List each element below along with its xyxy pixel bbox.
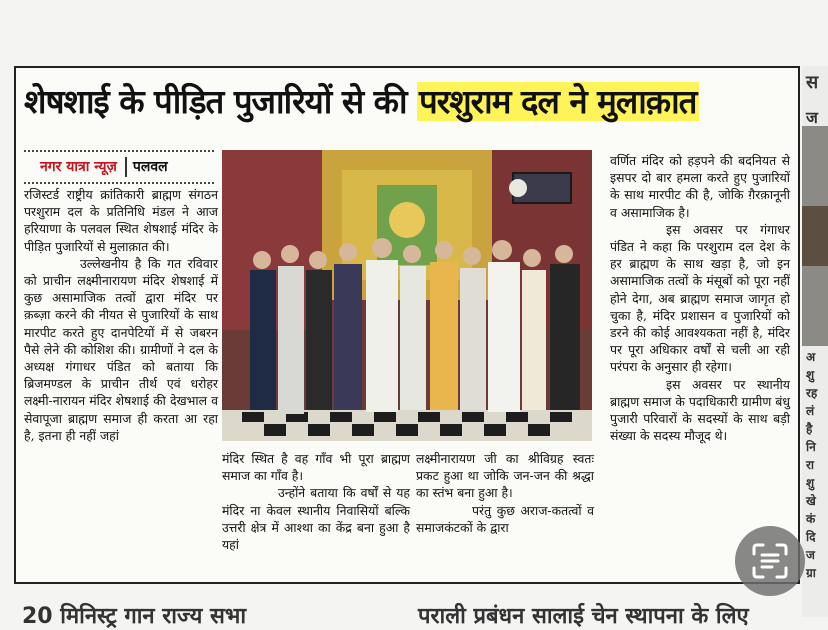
strip-text: दि bbox=[806, 530, 816, 544]
paragraph: रजिस्टर्ड राष्ट्रीय क्रांतिकारी ब्राह्मण संगठन परशुराम दल के प्रतिनिधि मंडल ने आज हरियाणा के पलवल स्थित शेषशाई मंदिर के पीड़ित पुजारियों से मुलाक़ात की। bbox=[24, 187, 218, 254]
text-scan-button[interactable] bbox=[735, 526, 805, 596]
article-photo bbox=[222, 150, 592, 441]
paragraph: उल्लेखनीय है कि गत रविवार को प्राचीन लक्ष्मीनारायण मंदिर शेषशाई में कुछ असामाजिक तत्वों द्वारा मंदिर पर क़ब्ज़ा करने की नीयत से पुजारियों के साथ मारपीट करते हुए दानपेटियों में से जबरन पैसे लेने की कोशिश की। ग्रामीणों ने दल के अध्यक्ष गंगाधर पंडित को बताया कि ब्रिजमण्डल के प्राचीन तीर्थ एवं धरोहर लक्ष्मी-नारायन मंदिर शेषशाई की देखभाल व सेवापूजा ब्राह्मण समाज ही करता आ रहा है, इतना ही नहीं जहां bbox=[24, 255, 218, 443]
headline bbox=[24, 78, 699, 123]
article-column-2 bbox=[222, 450, 410, 553]
headline-prefix: शेषशाई के पीड़ित पुजारियों से की bbox=[24, 82, 417, 121]
strip-text: नि bbox=[806, 440, 816, 454]
paragraph: मंदिर स्थित है वह गाँव भी पूरा ब्राह्मण समाज का गाँव है। bbox=[222, 451, 410, 484]
byline bbox=[24, 150, 214, 184]
headline-highlight: परशुराम दल ने मुलाक़ात bbox=[419, 82, 697, 121]
paragraph: इस अवसर पर गंगाधर पंडित ने कहा कि परशुराम दल देश के हर ब्राह्मण के साथ खड़ा है, जो इन असामाजिक तत्वों के मंसूबों को पूरा नहीं होने देगा, अब ब्राह्मण समाज जागृत हो चुका है, मंदिर प्रशासन व पुजारियों को डरने की कोई आवश्यकता नहीं है, मंदिर पर पूरा अधिकार वर्षों से चली आ रही परंपरा के अनुसार ही रहेगा। bbox=[610, 221, 790, 375]
temple-group-photo bbox=[222, 150, 592, 441]
article-column-4 bbox=[610, 152, 790, 444]
paragraph: परंतु कुछ अराज-कतत्वों व समाजकंटकों के द्वारा bbox=[416, 502, 594, 535]
news-article bbox=[14, 66, 800, 584]
strip-text: शु bbox=[806, 476, 815, 490]
adjacent-photo bbox=[802, 126, 828, 346]
article-column-3 bbox=[416, 450, 594, 536]
strip-text: लं bbox=[806, 404, 815, 418]
strip-text: अ bbox=[806, 350, 816, 364]
bottom-headline-right: पराली प्रबंधन सालाई चेन स्थापना के लिए bbox=[418, 604, 749, 629]
paragraph: उन्होंने बताया कि वर्षों से यह मंदिर ना केवल स्थानीय निवासियों बल्कि उत्तरी क्षेत्र में आश्था का केंद्र बना हुआ है यहां bbox=[222, 485, 410, 553]
article-column-1 bbox=[24, 186, 218, 444]
text-scan-icon bbox=[751, 542, 789, 580]
strip-text: रा bbox=[806, 458, 815, 472]
strip-text: स bbox=[806, 72, 819, 93]
byline-place: पलवल bbox=[132, 159, 168, 175]
paragraph: वर्णित मंदिर को हड़पने की बदनियत से इसपर दो बार हमला करते हुए पुजारियों के साथ मारपीट की है, जोकि ग़ैरक़ानूनी व असामाजिक है। bbox=[610, 153, 790, 220]
strip-text: ग्रा bbox=[806, 566, 816, 580]
strip-text: शु bbox=[806, 368, 815, 382]
paragraph: इस अवसर पर स्थानीय ब्राह्मण समाज के पदाधिकारी ग्रामीण बंधु पुजारी परिवारों के सदस्यों के साथ बड़ी संख्या के सदस्य मौजूद थे। bbox=[610, 376, 790, 444]
strip-text: ज bbox=[806, 548, 815, 562]
bottom-headline-left: 20 मिनिस्ट्र गान राज्य सभा bbox=[22, 604, 247, 629]
byline-separator bbox=[125, 157, 127, 177]
strip-text: खे bbox=[806, 494, 816, 508]
byline-source: नगर यात्रा न्यूज़ bbox=[40, 159, 117, 175]
strip-text: रह bbox=[806, 386, 818, 400]
strip-text: ज bbox=[806, 108, 818, 127]
strip-text: कं bbox=[806, 512, 816, 526]
strip-text: है bbox=[806, 422, 813, 436]
adjacent-article-strip bbox=[802, 66, 828, 617]
paragraph: लक्ष्मीनारायण जी का श्रीविग्रह स्वतः प्रकट हुआ था जोकि जन-जन की श्रद्धा का स्तंभ बना हुआ है। bbox=[416, 451, 594, 501]
